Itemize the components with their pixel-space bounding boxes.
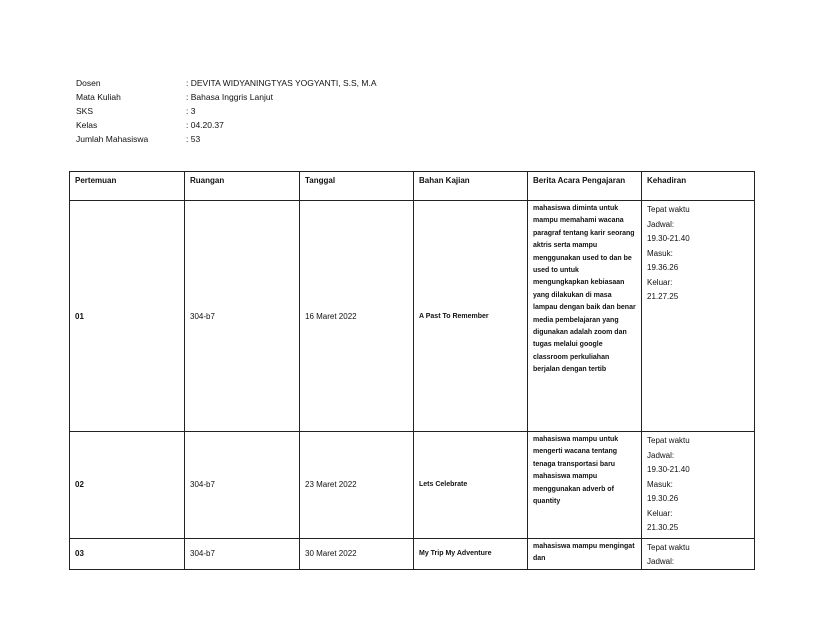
header-bahan-kajian: Bahan Kajian [414,172,528,201]
berita-acara-text: mahasiswa mampu mengingat dan [533,542,635,562]
header-pertemuan: Pertemuan [70,172,185,201]
cell-tanggal: 16 Maret 2022 [300,201,414,432]
cell-kehadiran: Tepat waktu Jadwal: 19.30-21.40 Masuk: 19.36.26 Keluar: 21.27.25 [642,201,755,432]
info-label: Kelas [76,120,98,130]
info-label: Dosen [76,78,101,88]
table-row [70,432,755,539]
info-label: Jumlah Mahasiswa [76,134,149,144]
info-row-dosen [76,76,377,90]
cell-berita-acara: mahasiswa mampu untuk mengerti wacana tentang tenaga transportasi baru mahasiswa mampu menggunakan adverb of quantity [528,432,642,539]
header-ruangan: Ruangan [185,172,300,201]
cell-berita-acara: mahasiswa diminta untuk mampu memahami wacana paragraf tentang karir seorang aktris serta mampu menggunakan used to dan be used to untuk mengungkapkan kebiasaan yang dilakukan di masa lampau dengan baik dan benar media pembelajaran yang digunakan adalah zoom dan tugas melalui google classroom perkuliahan berjalan dengan tertib [528,201,642,432]
cell-ruangan: 304-b7 [185,201,300,432]
header-kehadiran: Kehadiran [642,172,755,201]
cell-ruangan: 304-b7 [185,432,300,539]
cell-tanggal: 30 Maret 2022 [300,538,414,569]
header-tanggal: Tanggal [300,172,414,201]
cell-pertemuan: 02 [70,432,185,539]
cell-kehadiran [642,538,755,569]
info-row-kelas [76,118,377,132]
info-value: : Bahasa Inggris Lanjut [186,92,273,102]
cell-ruangan: 304-b7 [185,538,300,569]
table-header-row [70,172,755,201]
cell-tanggal: 23 Maret 2022 [300,432,414,539]
table-row [70,201,755,432]
table-row [70,538,755,569]
kehadiran-text: Tepat waktu Jadwal: [647,542,690,566]
info-row-mata-kuliah [76,90,377,104]
info-value: : 53 [186,134,201,144]
cell-bahan-kajian: My Trip My Adventure [414,538,528,569]
attendance-table [69,171,755,570]
info-label: Mata Kuliah [76,92,121,102]
cell-bahan-kajian: Lets Celebrate [414,432,528,539]
info-row-jumlah-mahasiswa [76,132,377,146]
info-value: : DEVITA WIDYANINGTYAS YOGYANTI, S.S, M.A [186,78,377,88]
cell-pertemuan: 01 [70,201,185,432]
header-berita-acara: Berita Acara Pengajaran [528,172,642,201]
info-value: : 3 [186,106,196,116]
cell-pertemuan: 03 [70,538,185,569]
cell-kehadiran: Tepat waktu Jadwal: 19.30-21.40 Masuk: 19.30.26 Keluar: 21.30.25 [642,432,755,539]
info-value: : 04.20.37 [186,120,224,130]
cell-berita-acara [528,538,642,569]
cell-bahan-kajian: A Past To Remember [414,201,528,432]
info-label: SKS [76,106,94,116]
info-row-sks [76,104,377,118]
course-info [76,76,377,146]
